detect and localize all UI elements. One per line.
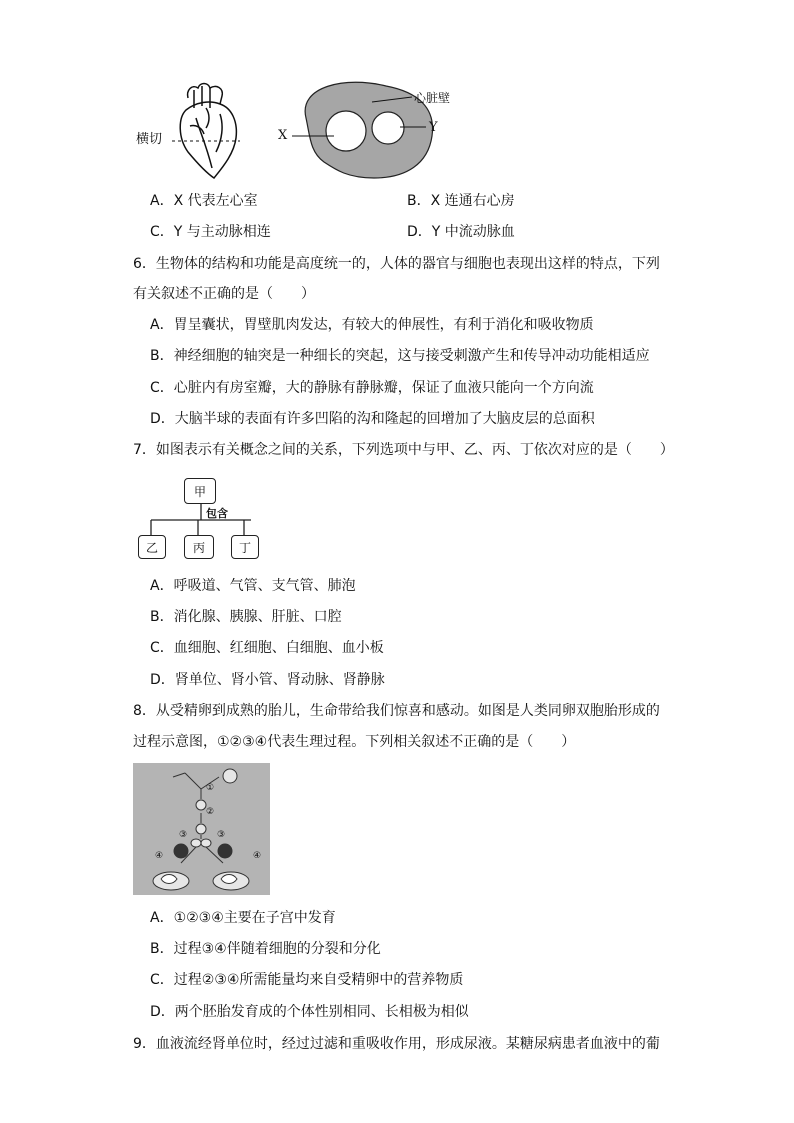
y-label: Y [429, 120, 438, 135]
step-3-right-label: ③ [217, 830, 226, 840]
q6-option-c: C．心脏内有房室瓣，大的静脉有静脉瓣，保证了血液只能向一个方向流 [150, 380, 594, 396]
concept-relation-label: 包含 [206, 507, 228, 520]
q7-option-a: A．呼吸道、气管、支气管、肺泡 [150, 578, 356, 594]
q7-stem: 7．如图表示有关概念之间的关系，下列选项中与甲、乙、丙、丁依次对应的是（ ） [133, 442, 674, 458]
q9-stem-line1: 9．血液流经肾单位时，经过过滤和重吸收作用，形成尿液。某糖尿病患者血液中的葡 [133, 1036, 660, 1052]
q5-option-c: C．Y 与主动脉相连 [150, 224, 271, 240]
concept-box-child-3: 丁 [231, 535, 259, 559]
q8-option-a: A．①②③④主要在子宫中发育 [150, 910, 336, 926]
q8-option-d: D．两个胚胎发育成的个体性别相同、长相极为相似 [150, 1004, 469, 1020]
q5-option-b: B．X 连通右心房 [407, 193, 515, 209]
x-label: X [278, 128, 288, 143]
q7-option-c: C．血细胞、红细胞、白细胞、血小板 [150, 640, 384, 656]
step-3-left-label: ③ [179, 830, 188, 840]
heart-figure [136, 78, 466, 188]
q8-stem-line2: 过程示意图，①②③④代表生理过程。下列相关叙述不正确的是（ ） [133, 734, 576, 750]
concept-box-top: 甲 [184, 478, 216, 504]
q6-option-b: B．神经细胞的轴突是一种细长的突起，这与接受刺激产生和传导冲动功能相适应 [150, 348, 650, 364]
concept-box-child-2: 丙 [184, 535, 214, 559]
q6-option-d: D．大脑半球的表面有许多凹陷的沟和隆起的回增加了大脑皮层的总面积 [150, 411, 595, 427]
q7-option-d: D．肾单位、肾小管、肾动脉、肾静脉 [150, 672, 385, 688]
q6-stem-line2: 有关叙述不正确的是（ ） [133, 286, 315, 302]
twin-process-figure [133, 763, 270, 895]
q7-option-b: B．消化腺、胰腺、肝脏、口腔 [150, 609, 342, 625]
q6-option-a: A．胃呈囊状，胃壁肌肉发达，有较大的伸展性，有利于消化和吸收物质 [150, 317, 594, 333]
q8-option-b: B．过程③④伴随着细胞的分裂和分化 [150, 941, 381, 957]
q8-option-c: C．过程②③④所需能量均来自受精卵中的营养物质 [150, 972, 464, 988]
step-4-right-label: ④ [253, 851, 262, 861]
concept-diagram [136, 476, 266, 560]
q5-option-d: D．Y 中流动脉血 [407, 224, 515, 240]
q6-stem-line1: 6．生物体的结构和功能是高度统一的，人体的器官与细胞也表现出这样的特点，下列 [133, 256, 660, 272]
q8-stem-line1: 8．从受精卵到成熟的胎儿，生命带给我们惊喜和感动。如图是人类同卵双胞胎形成的 [133, 703, 660, 719]
q5-option-a: A．X 代表左心室 [150, 193, 258, 209]
step-2-label: ② [206, 807, 215, 817]
step-1-label: ① [206, 783, 215, 793]
cut-label: 横切 [136, 132, 163, 147]
concept-box-child-1: 乙 [138, 535, 166, 559]
twin-process-drawing [133, 763, 270, 895]
step-4-left-label: ④ [155, 851, 164, 861]
wall-label: 心脏壁 [414, 91, 451, 105]
